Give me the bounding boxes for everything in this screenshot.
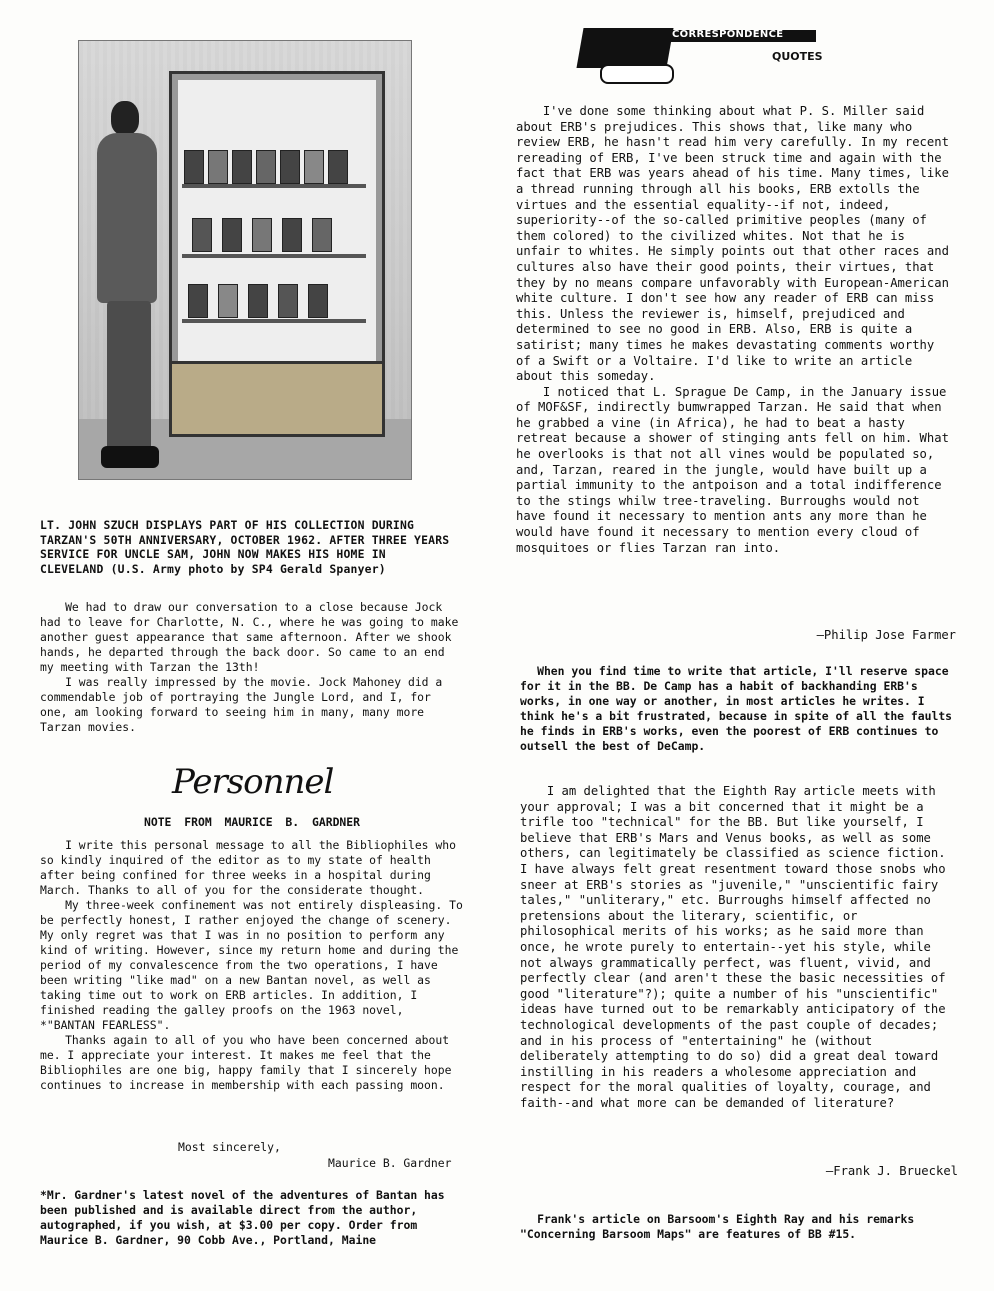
correspondence-header: [580, 20, 840, 90]
editor-reply: When you find time to write that article, I'll reserve space for it in the BB. De Camp has a habit of backhanding ERB's works, in one way or another, in most articles he writes. I think he's a bit frustrated, because in spite of all the faults he finds in ERB's works, even the poorest of ERB continues to outsell the best of DeCamp.: [520, 664, 959, 753]
display-cabinet: [169, 71, 385, 437]
soldier-head: [111, 101, 139, 135]
letter-paragraph: I've done some thinking about what P. S. Miller said about ERB's prejudices. This shows that, like many who review ERB, he hasn't read him very carefully. In my recent rereading of ERB, I've been struck time and again with the fact that ERB was years ahead of his time. Many times, like a thread running through all his books, ERB extolls the virtues and the essential equality--if not, indeed, superiority--of the so-called primitive peoples (many of them colored) to the civilized whites. Not that he is unfair to whites. He simply points out that other races and cultures also have their good points, their virtues, that they by no means compare unfavorably with European-American white culture. I don't see how any reader of ERB can miss this. Unless the reviewer is, himself, prejudiced and determined to see no good in ERB. Also, ERB is quite a satirist; many times he makes devastating comments worthy of a Swift or a Voltaire. I'd like to write an article about this someday.: [516, 104, 957, 384]
story-paragraph: I was really impressed by the movie. Jock Mahoney did a commendable job of portraying the Jungle Lord, and I, for one, am looking forward to seeing him in many, many more Tarzan movies.: [40, 675, 450, 734]
book: [312, 218, 332, 252]
book: [308, 284, 328, 318]
book: [256, 150, 276, 184]
farmer-signature: —Philip Jose Farmer: [816, 628, 956, 642]
book: [192, 218, 212, 252]
collection-photo: [78, 40, 412, 480]
story-paragraph: We had to draw our conversation to a close because Jock had to leave for Charlotte, N. C., where he was going to make another guest appearance that same afternoon. After we shook hands, he departed through the back door. So came to an end my meeting with Tarzan the 13th!: [40, 600, 466, 674]
soldier-body: [97, 133, 157, 303]
personnel-title: Personnel: [172, 762, 334, 802]
soldier-legs: [107, 301, 151, 461]
book: [232, 150, 252, 184]
note-paragraph: My three-week confinement was not entirely displeasing. To be perfectly honest, I rather enjoyed the change of scenery. My only regret was that I was in no position to perform any kind of writing. However, since my return home and during the period of my convalescence from the two operations, I have been writing "like mad" on a new Bantan novel, as well as taking time out to work on ERB articles. In addition, I finished reading the galley proofs on the 1963 novel, *"BANTAN FEARLESS".: [40, 898, 470, 1032]
book: [278, 284, 298, 318]
note-signature: Maurice B. Gardner: [328, 1156, 452, 1170]
header-bar: [666, 30, 816, 42]
note-paragraph: Thanks again to all of you who have been concerned about me. I appreciate your interest. It makes me feel that the Bibliophiles are one big, happy family that I sincerely hope continues to increase in membership with each passing moon.: [40, 1033, 459, 1092]
book: [218, 284, 238, 318]
book: [208, 150, 228, 184]
correspondence-desk-icon: [576, 28, 673, 68]
cabinet-base: [169, 361, 385, 437]
soldier-figure: [89, 101, 169, 480]
brueckel-letter: I am delighted that the Eighth Ray article meets with your approval; I was a bit concerned that it might be a trifle too "technical" for the BB. But like yourself, I believe that ERB's Mars and Venus books, as well as some others, can legitimately be classified as science fiction. I have always felt great resentment toward those snobs who sneer at ERB's stories as "juvenile," "unscientific fairy tales," "unliterary," etc. Burroughs himself affected no pretensions about the literary, scientific, or philosophical merits of his works; as he said more than once, he wrote purely to entertain--yet his style, while not always grammatically perfect, was fluent, vivid, and perfectly clear (and aren't these the basic necessities of good "literature"?); quite a number of his "unscientific" ideas have turned out to be remarkably anticipatory of the technological developments of the past couple of decades; and in his process of "entertaining" he (without deliberately attempting to do so) did a great deal toward instilling in his readers a wholesome appreciation and respect for the moral qualities of loyalty, courage, and faith--and what more can be demanded of literature?: [520, 784, 953, 1110]
cabinet-shelf: [182, 319, 366, 323]
book: [222, 218, 242, 252]
header-label: CORRESPONDENCE: [672, 29, 784, 40]
cabinet-shelf: [182, 254, 366, 258]
soldier-boots: [101, 446, 159, 468]
cabinet-shelf: [182, 184, 366, 188]
story-conclusion: [40, 600, 464, 735]
book: [184, 150, 204, 184]
brueckel-signature: —Frank J. Brueckel: [825, 1164, 958, 1178]
photo-caption: LT. JOHN SZUCH DISPLAYS PART OF HIS COLLECTION DURING TARZAN'S 50TH ANNIVERSARY, OCTOBER 1962. AFTER THREE YEARS SERVICE FOR UNCLE SAM, JOHN NOW MAKES HIS HOME IN CLEVELAND (U.S. Army photo by SP4 Gerald Spanyer): [40, 518, 457, 576]
editor-reply-2: Frank's article on Barsoom's Eighth Ray and his remarks "Concerning Barsoom Maps" are features of BB #15.: [520, 1212, 922, 1241]
book: [304, 150, 324, 184]
farmer-letter: [516, 104, 956, 556]
header-sublabel: QUOTES: [772, 50, 823, 63]
book: [280, 150, 300, 184]
book: [248, 284, 268, 318]
note-heading: NOTE FROM MAURICE B. GARDNER: [143, 815, 361, 829]
tray-icon: [600, 64, 674, 84]
book: [252, 218, 272, 252]
book: [328, 150, 348, 184]
note-closing: Most sincerely,: [178, 1140, 281, 1154]
note-body: [40, 838, 470, 1093]
letter-paragraph: I noticed that L. Sprague De Camp, in the January issue of MOF&SF, indirectly bumwrapped Tarzan. He said that when he grabbed a vine (in Africa), he had to beat a hasty retreat because a shower of stinging ants fell on him. What he overlooks is that not all vines would be populated so, and, Tarzan, reared in the jungle, would have built up a partial immunity to the antpoison and a total indifference to the stings whilw tree-traveling. Burroughs would not have found it necessary to mention ants any more than he would have found it necessary to mention every cloud of mosquitoes or flies Tarzan ran into.: [516, 384, 957, 555]
footnote: *Mr. Gardner's latest novel of the adventures of Bantan has been published and is available direct from the author, autographed, if you wish, at $3.00 per copy. Order from Maurice B. Gardner, 90 Cobb Ave., Portland, Maine: [40, 1188, 452, 1247]
book: [188, 284, 208, 318]
note-paragraph: I write this personal message to all the Bibliophiles who so kindly inquired of the editor as to my state of health after being confined for three weeks in a hospital during March. Thanks to all of you for the considerate thought.: [40, 838, 463, 897]
book: [282, 218, 302, 252]
